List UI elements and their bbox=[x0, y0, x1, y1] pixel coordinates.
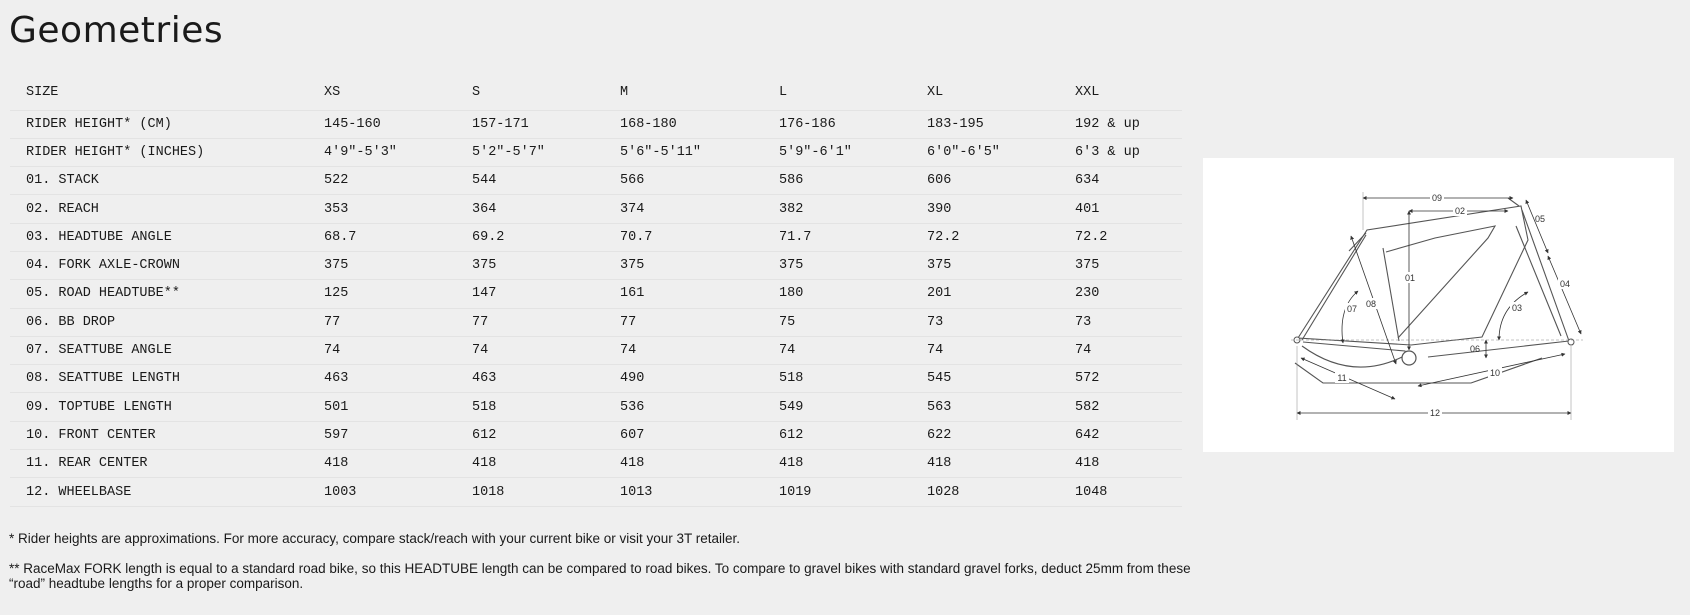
label-07: 07 bbox=[1346, 304, 1358, 314]
cell-value: 75 bbox=[763, 308, 911, 336]
cell-value: 77 bbox=[604, 308, 763, 336]
cell-value: 418 bbox=[763, 450, 911, 478]
table-row bbox=[10, 251, 1182, 279]
row-label: 07. SEATTUBE ANGLE bbox=[10, 336, 308, 364]
cell-value: 612 bbox=[456, 421, 604, 449]
cell-value: 390 bbox=[911, 195, 1059, 223]
cell-value: 545 bbox=[911, 365, 1059, 393]
cell-value: 72.2 bbox=[1059, 223, 1182, 251]
cell-value: 586 bbox=[763, 167, 911, 195]
cell-value: 70.7 bbox=[604, 223, 763, 251]
cell-value: 642 bbox=[1059, 421, 1182, 449]
cell-value: 183-195 bbox=[911, 110, 1059, 138]
cell-value: 612 bbox=[763, 421, 911, 449]
cell-value: 71.7 bbox=[763, 223, 911, 251]
row-label: 05. ROAD HEADTUBE** bbox=[10, 280, 308, 308]
cell-value: 74 bbox=[1059, 336, 1182, 364]
label-04: 04 bbox=[1559, 279, 1571, 289]
cell-value: 157-171 bbox=[456, 110, 604, 138]
cell-value: 501 bbox=[308, 393, 456, 421]
cell-value: 418 bbox=[456, 450, 604, 478]
geometry-diagram bbox=[1203, 158, 1674, 452]
table-row bbox=[10, 308, 1182, 336]
cell-value: 549 bbox=[763, 393, 911, 421]
cell-value: 634 bbox=[1059, 167, 1182, 195]
row-label: 04. FORK AXLE-CROWN bbox=[10, 251, 308, 279]
cell-value: 490 bbox=[604, 365, 763, 393]
row-label: 03. HEADTUBE ANGLE bbox=[10, 223, 308, 251]
header-xl: XL bbox=[911, 75, 1059, 110]
cell-value: 77 bbox=[456, 308, 604, 336]
footnote-rider-height: * Rider heights are approximations. For more accuracy, compare stack/reach with your current bike or visit your 3T retailer. bbox=[9, 531, 741, 546]
footnote-headtube-line2: “road” headtube lengths for a proper comparison. bbox=[9, 575, 304, 591]
cell-value: 176-186 bbox=[763, 110, 911, 138]
cell-value: 161 bbox=[604, 280, 763, 308]
header-size: SIZE bbox=[10, 75, 308, 110]
cell-value: 563 bbox=[911, 393, 1059, 421]
cell-value: 77 bbox=[308, 308, 456, 336]
table-row bbox=[10, 336, 1182, 364]
header-l: L bbox=[763, 75, 911, 110]
cell-value: 463 bbox=[456, 365, 604, 393]
cell-value: 606 bbox=[911, 167, 1059, 195]
cell-value: 375 bbox=[911, 251, 1059, 279]
cell-value: 536 bbox=[604, 393, 763, 421]
footnote-headtube bbox=[9, 562, 1209, 591]
cell-value: 375 bbox=[456, 251, 604, 279]
cell-value: 74 bbox=[763, 336, 911, 364]
cell-value: 607 bbox=[604, 421, 763, 449]
table-row bbox=[10, 421, 1182, 449]
row-label: 12. WHEELBASE bbox=[10, 478, 308, 506]
cell-value: 125 bbox=[308, 280, 456, 308]
cell-value: 192 & up bbox=[1059, 110, 1182, 138]
label-06: 06 bbox=[1469, 344, 1481, 354]
cell-value: 518 bbox=[763, 365, 911, 393]
cell-value: 401 bbox=[1059, 195, 1182, 223]
table-row bbox=[10, 450, 1182, 478]
row-label: 11. REAR CENTER bbox=[10, 450, 308, 478]
table-row bbox=[10, 223, 1182, 251]
row-label: 01. STACK bbox=[10, 167, 308, 195]
cell-value: 5'6"-5'11" bbox=[604, 138, 763, 166]
cell-value: 5'9"-6'1" bbox=[763, 138, 911, 166]
label-08: 08 bbox=[1365, 299, 1377, 309]
table-row bbox=[10, 478, 1182, 506]
table-row bbox=[10, 365, 1182, 393]
cell-value: 375 bbox=[604, 251, 763, 279]
cell-value: 74 bbox=[456, 336, 604, 364]
header-m: M bbox=[604, 75, 763, 110]
geometry-table bbox=[10, 75, 1182, 507]
cell-value: 544 bbox=[456, 167, 604, 195]
cell-value: 597 bbox=[308, 421, 456, 449]
cell-value: 463 bbox=[308, 365, 456, 393]
cell-value: 201 bbox=[911, 280, 1059, 308]
label-03: 03 bbox=[1511, 303, 1523, 313]
bike-frame-drawing bbox=[1203, 158, 1674, 452]
cell-value: 72.2 bbox=[911, 223, 1059, 251]
cell-value: 1048 bbox=[1059, 478, 1182, 506]
cell-value: 147 bbox=[456, 280, 604, 308]
table-row bbox=[10, 167, 1182, 195]
cell-value: 375 bbox=[763, 251, 911, 279]
cell-value: 382 bbox=[763, 195, 911, 223]
row-label: 10. FRONT CENTER bbox=[10, 421, 308, 449]
cell-value: 74 bbox=[911, 336, 1059, 364]
cell-value: 6'3 & up bbox=[1059, 138, 1182, 166]
dimension-lines bbox=[1297, 192, 1581, 420]
row-label: 06. BB DROP bbox=[10, 308, 308, 336]
page-title: Geometries bbox=[9, 10, 224, 51]
cell-value: 74 bbox=[604, 336, 763, 364]
cell-value: 1028 bbox=[911, 478, 1059, 506]
cell-value: 582 bbox=[1059, 393, 1182, 421]
cell-value: 230 bbox=[1059, 280, 1182, 308]
cell-value: 572 bbox=[1059, 365, 1182, 393]
table-row bbox=[10, 393, 1182, 421]
cell-value: 522 bbox=[308, 167, 456, 195]
cell-value: 622 bbox=[911, 421, 1059, 449]
cell-value: 145-160 bbox=[308, 110, 456, 138]
cell-value: 1013 bbox=[604, 478, 763, 506]
label-12: 12 bbox=[1429, 408, 1441, 418]
header-s: S bbox=[456, 75, 604, 110]
label-10: 10 bbox=[1489, 368, 1501, 378]
header-xxl: XXL bbox=[1059, 75, 1182, 110]
cell-value: 418 bbox=[1059, 450, 1182, 478]
label-09: 09 bbox=[1431, 193, 1443, 203]
table-row bbox=[10, 195, 1182, 223]
cell-value: 353 bbox=[308, 195, 456, 223]
cell-value: 418 bbox=[604, 450, 763, 478]
table-row bbox=[10, 110, 1182, 138]
cell-value: 1018 bbox=[456, 478, 604, 506]
cell-value: 73 bbox=[1059, 308, 1182, 336]
label-05: 05 bbox=[1534, 214, 1546, 224]
cell-value: 180 bbox=[763, 280, 911, 308]
cell-value: 374 bbox=[604, 195, 763, 223]
cell-value: 69.2 bbox=[456, 223, 604, 251]
cell-value: 1019 bbox=[763, 478, 911, 506]
cell-value: 566 bbox=[604, 167, 763, 195]
label-01: 01 bbox=[1404, 273, 1416, 283]
row-label: RIDER HEIGHT* (CM) bbox=[10, 110, 308, 138]
row-label: 02. REACH bbox=[10, 195, 308, 223]
cell-value: 375 bbox=[1059, 251, 1182, 279]
table-row bbox=[10, 138, 1182, 166]
cell-value: 518 bbox=[456, 393, 604, 421]
frame-outline bbox=[1295, 198, 1573, 383]
cell-value: 375 bbox=[308, 251, 456, 279]
cell-value: 68.7 bbox=[308, 223, 456, 251]
cell-value: 5'2"-5'7" bbox=[456, 138, 604, 166]
header-xs: XS bbox=[308, 75, 456, 110]
cell-value: 4'9"-5'3" bbox=[308, 138, 456, 166]
table-row bbox=[10, 280, 1182, 308]
cell-value: 73 bbox=[911, 308, 1059, 336]
cell-value: 364 bbox=[456, 195, 604, 223]
row-label: 08. SEATTUBE LENGTH bbox=[10, 365, 308, 393]
cell-value: 168-180 bbox=[604, 110, 763, 138]
row-label: 09. TOPTUBE LENGTH bbox=[10, 393, 308, 421]
label-11: 11 bbox=[1337, 373, 1347, 383]
cell-value: 418 bbox=[911, 450, 1059, 478]
cell-value: 418 bbox=[308, 450, 456, 478]
label-02: 02 bbox=[1454, 206, 1466, 216]
cell-value: 74 bbox=[308, 336, 456, 364]
table-header-row bbox=[10, 75, 1182, 110]
footnote-headtube-line1: ** RaceMax FORK length is equal to a standard road bike, so this HEADTUBE length can be compared to road bikes. To compare to gravel bikes with standard gravel forks, deduct 25mm from these bbox=[9, 561, 1191, 576]
row-label: RIDER HEIGHT* (INCHES) bbox=[10, 138, 308, 166]
cell-value: 6'0"-6'5" bbox=[911, 138, 1059, 166]
cell-value: 1003 bbox=[308, 478, 456, 506]
